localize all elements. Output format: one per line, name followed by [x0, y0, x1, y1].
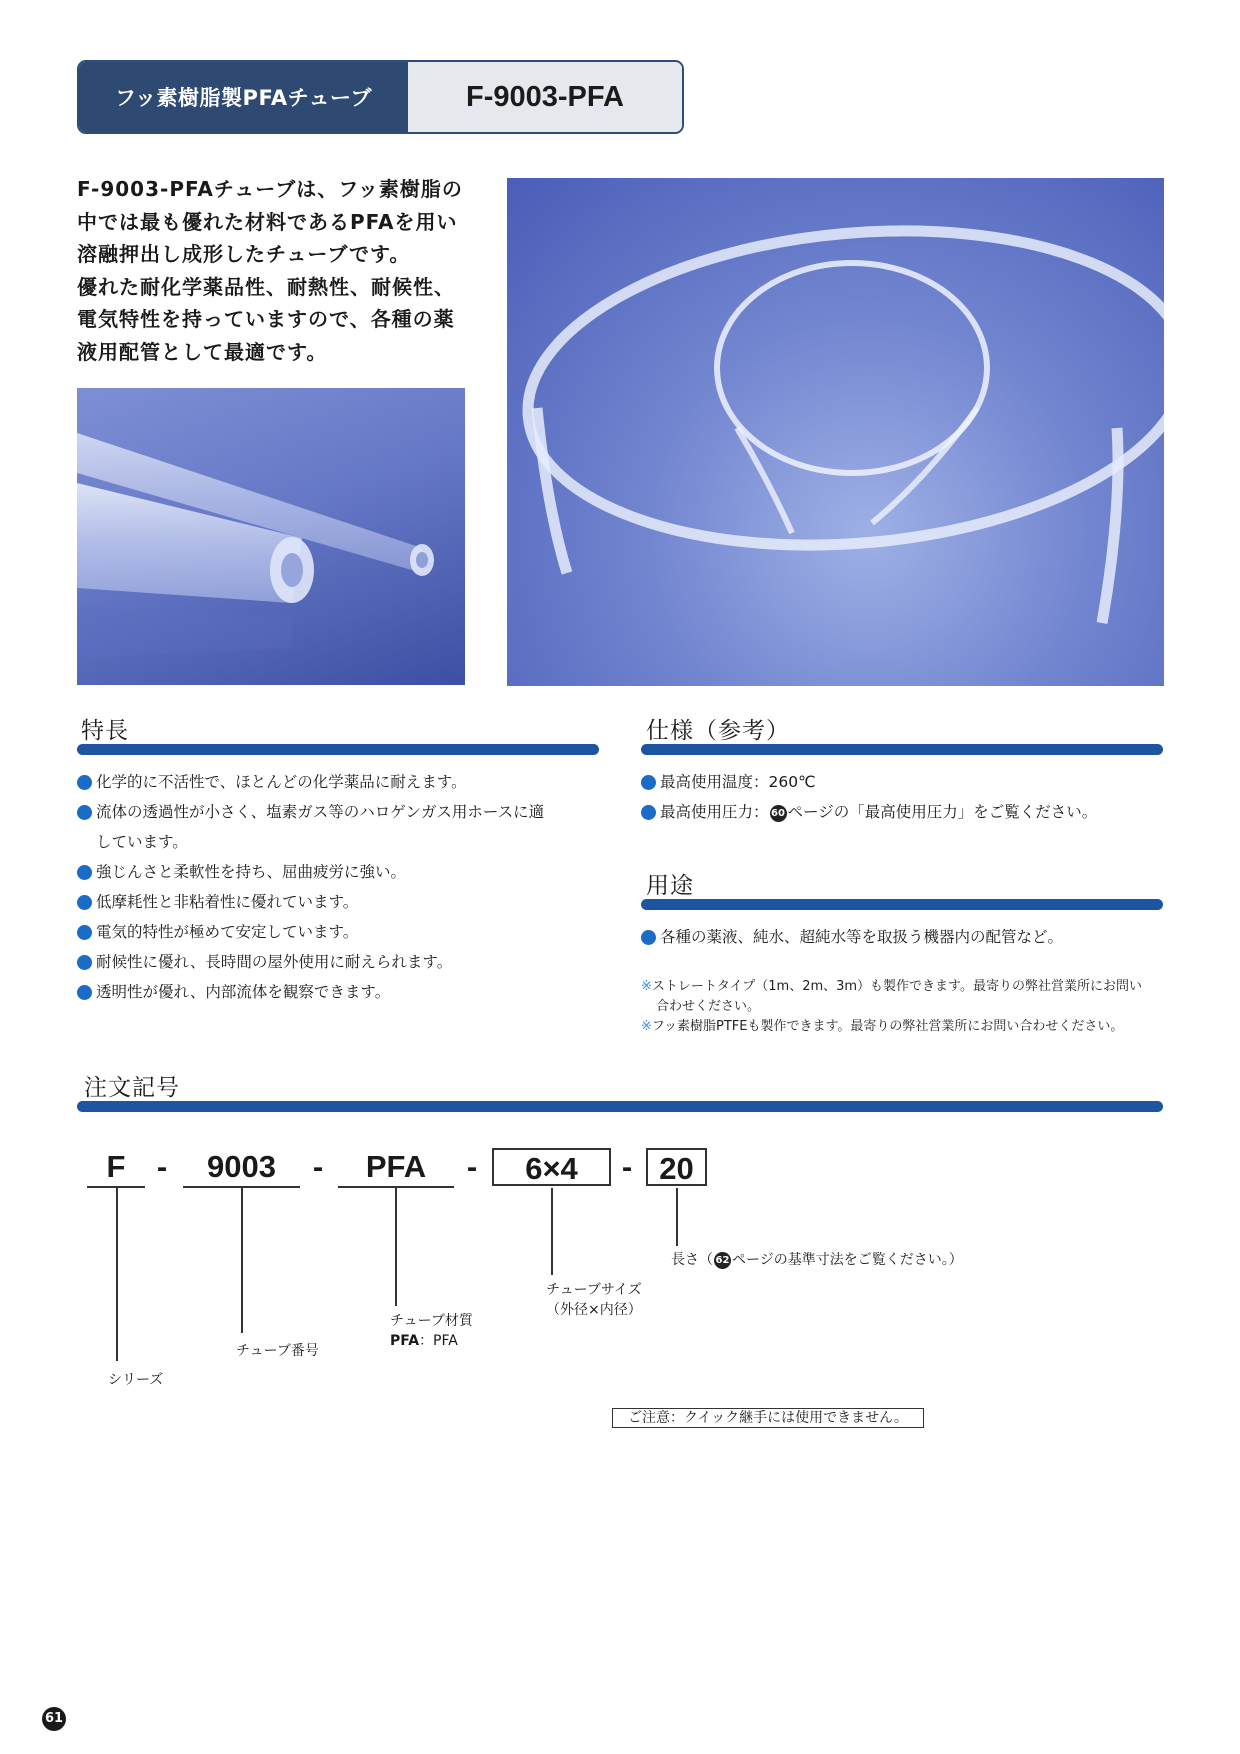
usage-heading: 用途	[646, 873, 694, 899]
code-tube-number: 9003	[183, 1148, 300, 1188]
intro-line: 優れた耐化学薬品性、耐熱性、耐候性、	[77, 274, 455, 299]
note-mark: ※	[641, 979, 652, 994]
note-line: ※ストレートタイプ（1m、2m、3m）も製作できます。最寄りの弊社営業所にお問い	[641, 979, 1143, 994]
product-photo-coil	[507, 178, 1164, 686]
feature-item: 電気的特性が極めて安定しています。	[77, 917, 617, 947]
label-size: チューブサイズ （外径×内径）	[546, 1282, 642, 1318]
code-size: 6×4	[492, 1148, 611, 1186]
specs-rule	[641, 744, 1163, 755]
intro-line: F-9003-PFAチューブは、フッ素樹脂の	[77, 177, 463, 201]
feature-item: 化学的に不活性で、ほとんどの化学薬品に耐えます。	[77, 767, 617, 797]
usage-list	[641, 922, 1181, 952]
notes	[641, 977, 1171, 1037]
code-length: 20	[646, 1148, 707, 1186]
leader-line	[551, 1188, 553, 1275]
title-tab	[77, 60, 684, 134]
code-dash: -	[156, 1149, 168, 1184]
page-ref-badge: 60	[770, 805, 787, 822]
note-line: 合わせください。	[656, 999, 761, 1014]
code-dash: -	[466, 1149, 478, 1184]
page-number: 61	[42, 1707, 66, 1731]
usage-rule	[641, 899, 1163, 910]
label-tube-number: チューブ番号	[236, 1343, 319, 1359]
spec-item: 最高使用圧力： 60 ページの「最高使用圧力」をご覧ください。	[641, 797, 1181, 827]
code-material: PFA	[338, 1148, 454, 1188]
feature-item: 強じんさと柔軟性を持ち、屈曲疲労に強い。	[77, 857, 617, 887]
feature-item: 透明性が優れ、内部流体を観察できます。	[77, 977, 617, 1007]
feature-item: 流体の透過性が小さく、塩素ガス等のハロゲンガス用ホースに適 しています。	[77, 797, 617, 857]
code-dash: -	[621, 1149, 633, 1184]
leader-line	[676, 1188, 678, 1246]
leader-line	[395, 1188, 397, 1306]
page-ref-badge: 62	[714, 1252, 731, 1269]
caution-note: ご注意：クイック継手には使用できません。	[612, 1408, 924, 1428]
intro-line: 電気特性を持っていますので、各種の薬	[77, 307, 455, 331]
usage-item: 各種の薬液、純水、超純水等を取扱う機器内の配管など。	[641, 922, 1181, 952]
features-list	[77, 767, 617, 1007]
intro-line: 液用配管として最適です。	[77, 339, 328, 364]
label-series: シリーズ	[108, 1372, 164, 1388]
leader-line	[241, 1188, 243, 1333]
specs-list	[641, 767, 1181, 827]
category-title: フッ素樹脂製PFAチューブ	[79, 62, 408, 132]
features-heading: 特長	[81, 718, 129, 744]
order-rule	[77, 1101, 1163, 1112]
code-dash: -	[312, 1149, 324, 1184]
label-length: 長さ（ 62 ページの基準寸法をご覧ください。）	[671, 1252, 963, 1268]
feature-item: 耐候性に優れ、長時間の屋外使用に耐えられます。	[77, 947, 617, 977]
code-series: F	[87, 1148, 145, 1188]
feature-item-continuation: しています。	[96, 833, 188, 851]
intro-line: 中では最も優れた材料であるPFAを用い	[77, 209, 458, 234]
specs-heading: 仕様（参考）	[646, 718, 790, 744]
feature-item: 低摩耗性と非粘着性に優れています。	[77, 887, 617, 917]
note-mark: ※	[641, 1019, 652, 1034]
leader-line	[116, 1188, 118, 1361]
note-line: ※フッ素樹脂PTFEも製作できます。最寄りの弊社営業所にお問い合わせください。	[641, 1019, 1124, 1034]
product-photo-closeup	[77, 388, 465, 685]
features-rule	[77, 744, 599, 755]
label-material: チューブ材質 PFA：PFA	[390, 1313, 473, 1349]
spec-item: 最高使用温度：260℃	[641, 767, 1181, 797]
intro-line: 溶融押出し成形したチューブです。	[77, 242, 411, 266]
order-heading: 注文記号	[84, 1075, 180, 1101]
model-title: F-9003-PFA	[408, 62, 682, 132]
intro-paragraph	[77, 173, 482, 368]
